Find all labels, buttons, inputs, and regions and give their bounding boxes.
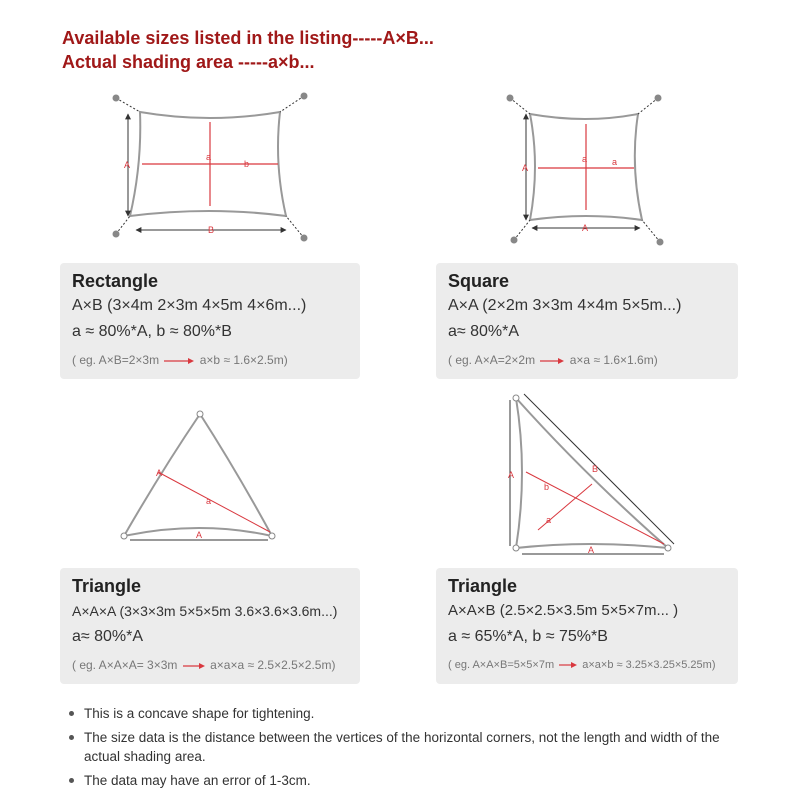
card-triangle-right [436, 568, 738, 684]
card-sizes: A×A×A (3×3×3m 5×5×5m 3.6×3.6×3.6m...) [72, 603, 338, 619]
example-right: a×a×b ≈ 3.25×3.25×5.25m) [582, 659, 716, 671]
card-ratio: a≈ 80%*A [72, 628, 144, 645]
header-line-1: Available sizes listed in the listing-----A×B... [62, 28, 434, 48]
example-right: a×a×a ≈ 2.5×2.5×2.5m) [210, 658, 336, 672]
bullet-icon [69, 778, 74, 783]
arrow-right-icon [539, 357, 565, 365]
card-title: Triangle [72, 576, 142, 596]
label-a-horizontal: a [612, 157, 618, 167]
right-triangle-diagram [500, 390, 680, 560]
note-text: The data may have an error of 1-3cm. [84, 773, 311, 788]
card-triangle-equal [60, 568, 360, 684]
card-title: Rectangle [72, 271, 159, 291]
label-A-bottom: A [588, 545, 595, 555]
example-right: a×b ≈ 1.6×2.5m) [199, 353, 288, 367]
card-square [436, 263, 738, 379]
example-left: ( eg. A×A×B=5×5×7m [448, 659, 555, 671]
card-sizes: A×B (3×4m 2×3m 4×5m 4×6m...) [72, 297, 307, 314]
label-a: a [206, 496, 212, 506]
rectangle-diagram [100, 88, 330, 253]
note-text: This is a concave shape for tightening. [84, 706, 315, 721]
card-example [448, 349, 738, 371]
card-example [72, 654, 360, 676]
arrow-right-icon [182, 662, 206, 670]
note-item [66, 728, 746, 766]
note-item [66, 704, 746, 723]
label-A-side: A [156, 468, 163, 478]
arrow-right-icon [163, 357, 195, 365]
bullet-icon [69, 735, 74, 740]
bullet-icon [69, 711, 74, 716]
card-example [448, 654, 738, 676]
label-A: A [124, 160, 131, 170]
example-right: a×a ≈ 1.6×1.6m) [569, 353, 658, 367]
header [62, 26, 434, 74]
label-A-side: A [522, 163, 529, 173]
label-a: a [206, 152, 212, 162]
label-A-bottom: A [196, 530, 203, 540]
example-left: ( eg. A×A×A= 3×3m [72, 658, 178, 672]
card-example [72, 349, 360, 371]
square-diagram [500, 84, 680, 254]
header-line-2: Actual shading area -----a×b... [62, 52, 315, 72]
label-b: b [544, 482, 550, 492]
notes-list [66, 704, 746, 795]
arrow-right-icon [558, 661, 578, 669]
note-text: The size data is the distance between the vertices of the horizontal corners, not the length and width of the actual shading area. [84, 730, 720, 764]
card-title: Triangle [448, 576, 518, 596]
label-b: b [244, 159, 250, 169]
example-left: ( eg. A×B=2×3m [72, 353, 160, 367]
example-left: ( eg. A×A=2×2m [448, 353, 536, 367]
label-A-side: A [508, 470, 515, 480]
card-rectangle [60, 263, 360, 379]
card-ratio: a≈ 80%*A [448, 323, 520, 340]
label-A-bottom: A [582, 223, 589, 233]
label-B: B [208, 225, 215, 235]
card-sizes: A×A (2×2m 3×3m 4×4m 5×5m...) [448, 297, 682, 314]
card-ratio: a ≈ 80%*A, b ≈ 80%*B [72, 323, 232, 340]
label-a: a [546, 515, 552, 525]
label-B: B [592, 464, 599, 474]
card-title: Square [448, 271, 510, 291]
label-a-vertical: a [582, 154, 588, 164]
equilateral-triangle-diagram [110, 408, 290, 548]
card-sizes: A×A×B (2.5×2.5×3.5m 5×5×7m... ) [448, 602, 679, 619]
card-ratio: a ≈ 65%*A, b ≈ 75%*B [448, 628, 608, 645]
note-item [66, 771, 746, 790]
